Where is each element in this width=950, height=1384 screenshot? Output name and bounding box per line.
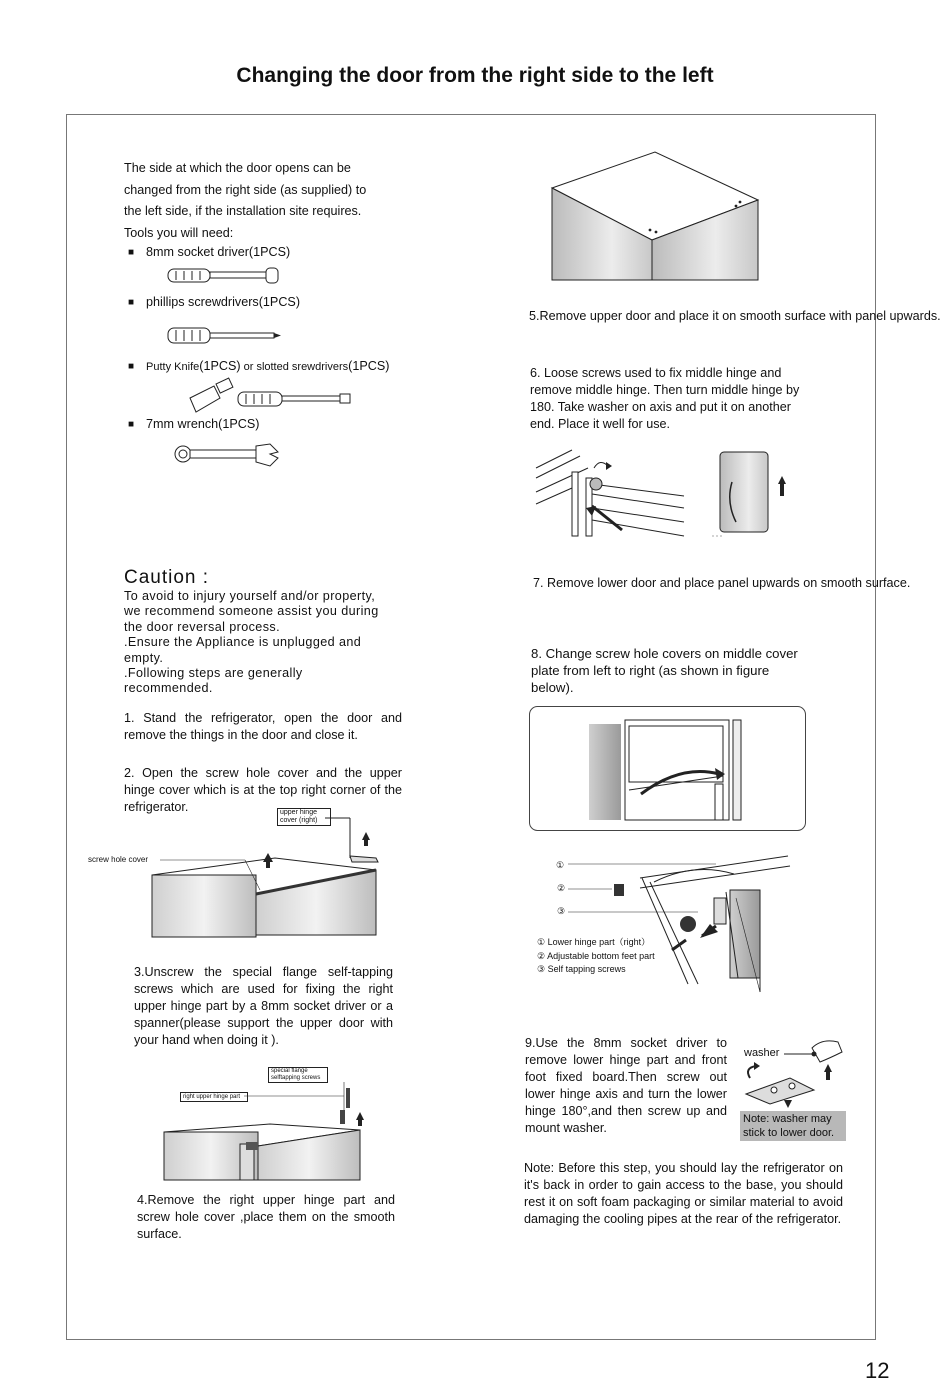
step-2: 2. Open the screw hole cover and the upper hinge cover which is at the top right corner of the refrigerator. bbox=[124, 766, 402, 814]
marker-3: ③ bbox=[557, 906, 566, 916]
socket-driver-icon bbox=[168, 266, 280, 286]
step-8: 8. Change screw hole covers on middle cover plate from left to right (as shown in figure below). bbox=[531, 646, 798, 695]
caution-line: .Following steps are generally bbox=[124, 666, 303, 681]
step-3: 3.Unscrew the special flange self-tapping screws which are used for fixing the right upper hinge part by a 8mm socket driver or a spanner(please support the upper door with your hand when doing it ). bbox=[134, 965, 393, 1047]
page-number: 12 bbox=[865, 1358, 890, 1383]
step-9: 9.Use the 8mm socket driver to remove lower hinge part and front foot fixed board.Then screw out lower hinge axis and turn the lower hinge 180°,and then screw up and mount washer. bbox=[525, 1036, 727, 1135]
hinge-removal-figure bbox=[160, 1080, 370, 1182]
caution-line: we recommend someone assist you during bbox=[124, 604, 379, 619]
phillips-screwdriver-icon bbox=[168, 326, 282, 346]
label-upper-hinge-cover: upper hinge cover (right) bbox=[277, 808, 331, 826]
label-right-upper-hinge: right upper hinge part bbox=[180, 1092, 248, 1102]
caution-heading: Caution : bbox=[124, 567, 210, 588]
marker-2: ② bbox=[557, 883, 566, 893]
intro-line: the left side, if the installation site requires. bbox=[124, 204, 362, 218]
tool-wrench: ■ 7mm wrench(1PCS) bbox=[128, 416, 259, 434]
caution-line: recommended. bbox=[124, 681, 213, 696]
caution-text bbox=[124, 589, 379, 697]
cover-plate-figure bbox=[529, 706, 806, 831]
note-text: Note: Before this step, you should lay the refrigerator on it's back in order to gain access to the base, you should rest it on soft foam packaging or similar material to avoid damaging the cooling pipes at the rear of the refrigerator. bbox=[524, 1161, 843, 1226]
intro-line: changed from the right side (as supplied) to bbox=[124, 182, 367, 197]
label-screw-hole-cover: screw hole cover bbox=[88, 855, 149, 864]
legend-item: ③ Self tapping screws bbox=[537, 964, 626, 974]
step-4: 4.Remove the right upper hinge part and screw hole cover ,place them on the smooth surface. bbox=[137, 1193, 395, 1241]
caution-line: .Ensure the Appliance is unplugged and bbox=[124, 635, 362, 650]
legend-item: ① Lower hinge part（right） bbox=[537, 937, 651, 947]
page-title: Changing the door from the right side to the left bbox=[236, 64, 714, 87]
middle-hinge-figure bbox=[532, 448, 802, 540]
intro-line: Tools you will need: bbox=[124, 225, 234, 240]
upper-door-figure bbox=[550, 150, 760, 282]
legend-item: ② Adjustable bottom feet part bbox=[537, 950, 655, 961]
step-5: 5.Remove upper door and place it on smooth surface with panel upwards. bbox=[529, 309, 941, 323]
label-special-flange: special flange selftapping screws bbox=[268, 1067, 328, 1083]
washer-note: Note: washer may stick to lower door. bbox=[740, 1111, 846, 1141]
washer-figure bbox=[740, 1034, 850, 1110]
tool-putty-knife: ■ Putty Knife(1PCS) or slotted srewdrivers(1PCS) bbox=[128, 358, 389, 376]
step-1: 1. Stand the refrigerator, open the door and remove the things in the door and close it. bbox=[124, 711, 402, 742]
wrench-icon bbox=[174, 444, 279, 468]
intro-line: The side at which the door opens can be bbox=[124, 161, 351, 175]
tool-phillips: ■ phillips screwdrivers(1PCS) bbox=[128, 294, 300, 312]
fridge-top-figure bbox=[150, 818, 390, 938]
caution-line: empty. bbox=[124, 650, 164, 665]
marker-1: ① bbox=[556, 860, 565, 870]
caution-line: To avoid to injury yourself and/or property, bbox=[124, 589, 376, 603]
step-6: 6. Loose screws used to fix middle hinge and remove middle hinge. Then turn middle hinge by 180. Take washer on axis and put it on another end. Place it well for use. bbox=[530, 366, 800, 431]
intro-text bbox=[124, 158, 366, 244]
label-washer: washer bbox=[744, 1047, 780, 1059]
tool-socket-driver: ■ 8mm socket driver(1PCS) bbox=[128, 244, 290, 262]
putty-knife-icon bbox=[190, 378, 355, 414]
caution-line: the door reversal process. bbox=[124, 619, 280, 634]
legend bbox=[537, 936, 655, 977]
step-7: 7. Remove lower door and place panel upwards on smooth surface. bbox=[533, 576, 911, 590]
